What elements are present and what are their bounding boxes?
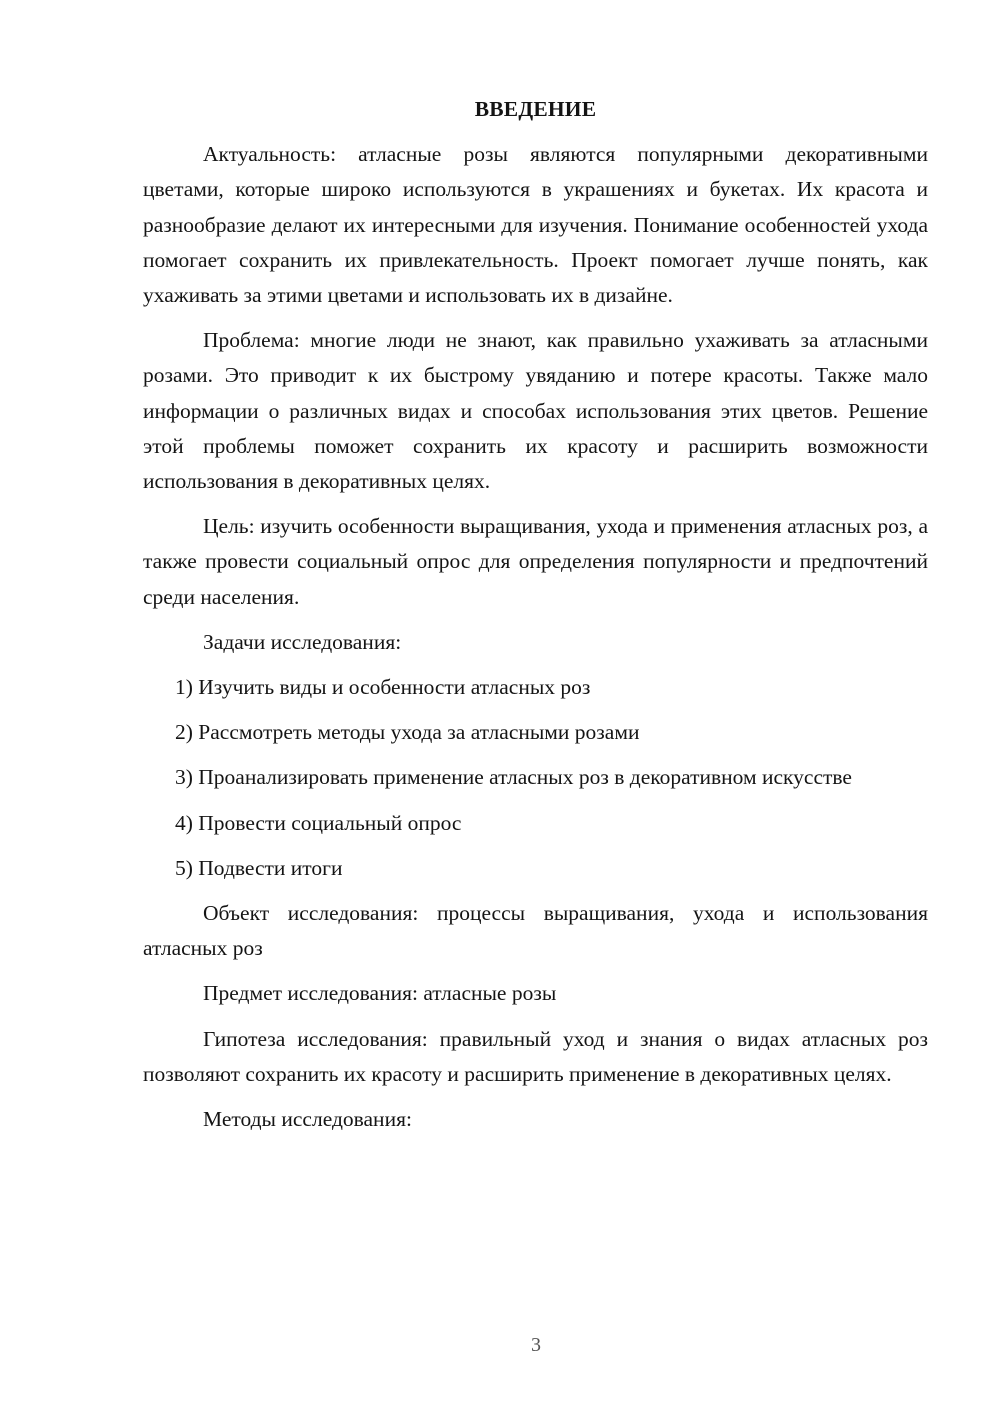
page-number: 3 xyxy=(531,1334,541,1356)
paragraph-object: Объект исследования: процессы выращивания, ухода и использования атласных роз xyxy=(143,901,928,961)
paragraph-problem: Проблема: многие люди не знают, как правильно ухаживать за атласными розами. Это приводит к их быстрому увяданию и потере красоты. Также мало информации о различных видах и способах использования этих цветов. Решение этой проблемы поможет сохранить их красоту и расширить возможности использования в декоративных целях. xyxy=(143,328,928,494)
tasks-heading: Задачи исследования: xyxy=(203,629,402,654)
page-content xyxy=(143,92,928,1147)
paragraph-relevance: Актуальность: атласные розы являются популярными декоративными цветами, которые широко используются в украшениях и букетах. Их красота и разнообразие делают их интересными для изучения. Понимание особенностей ухода помогает сохранить их привлекательность. Проект помогает лучше понять, как ухаживать за этими цветами и использовать их в дизайне. xyxy=(143,142,928,308)
section-title: ВВЕДЕНИЕ xyxy=(474,97,597,121)
paragraph-methods: Методы исследования: xyxy=(203,1107,412,1132)
task-item-2: 2) Рассмотреть методы ухода за атласными розами xyxy=(175,720,640,745)
task-item-1: 1) Изучить виды и особенности атласных роз xyxy=(175,675,591,700)
task-item-3: 3) Проанализировать применение атласных роз в декоративном искусстве xyxy=(175,765,852,790)
task-item-4: 4) Провести социальный опрос xyxy=(175,810,462,835)
paragraph-subject: Предмет исследования: атласные розы xyxy=(203,981,557,1006)
task-item-5: 5) Подвести итоги xyxy=(175,855,343,880)
paragraph-goal: Цель: изучить особенности выращивания, ухода и применения атласных роз, а также провести социальный опрос для определения популярности и предпочтений среди населения. xyxy=(143,514,928,609)
paragraph-hypothesis: Гипотеза исследования: правильный уход и знания о видах атласных роз позволяют сохранить их красоту и расширить применение в декоративных целях. xyxy=(143,1026,928,1086)
